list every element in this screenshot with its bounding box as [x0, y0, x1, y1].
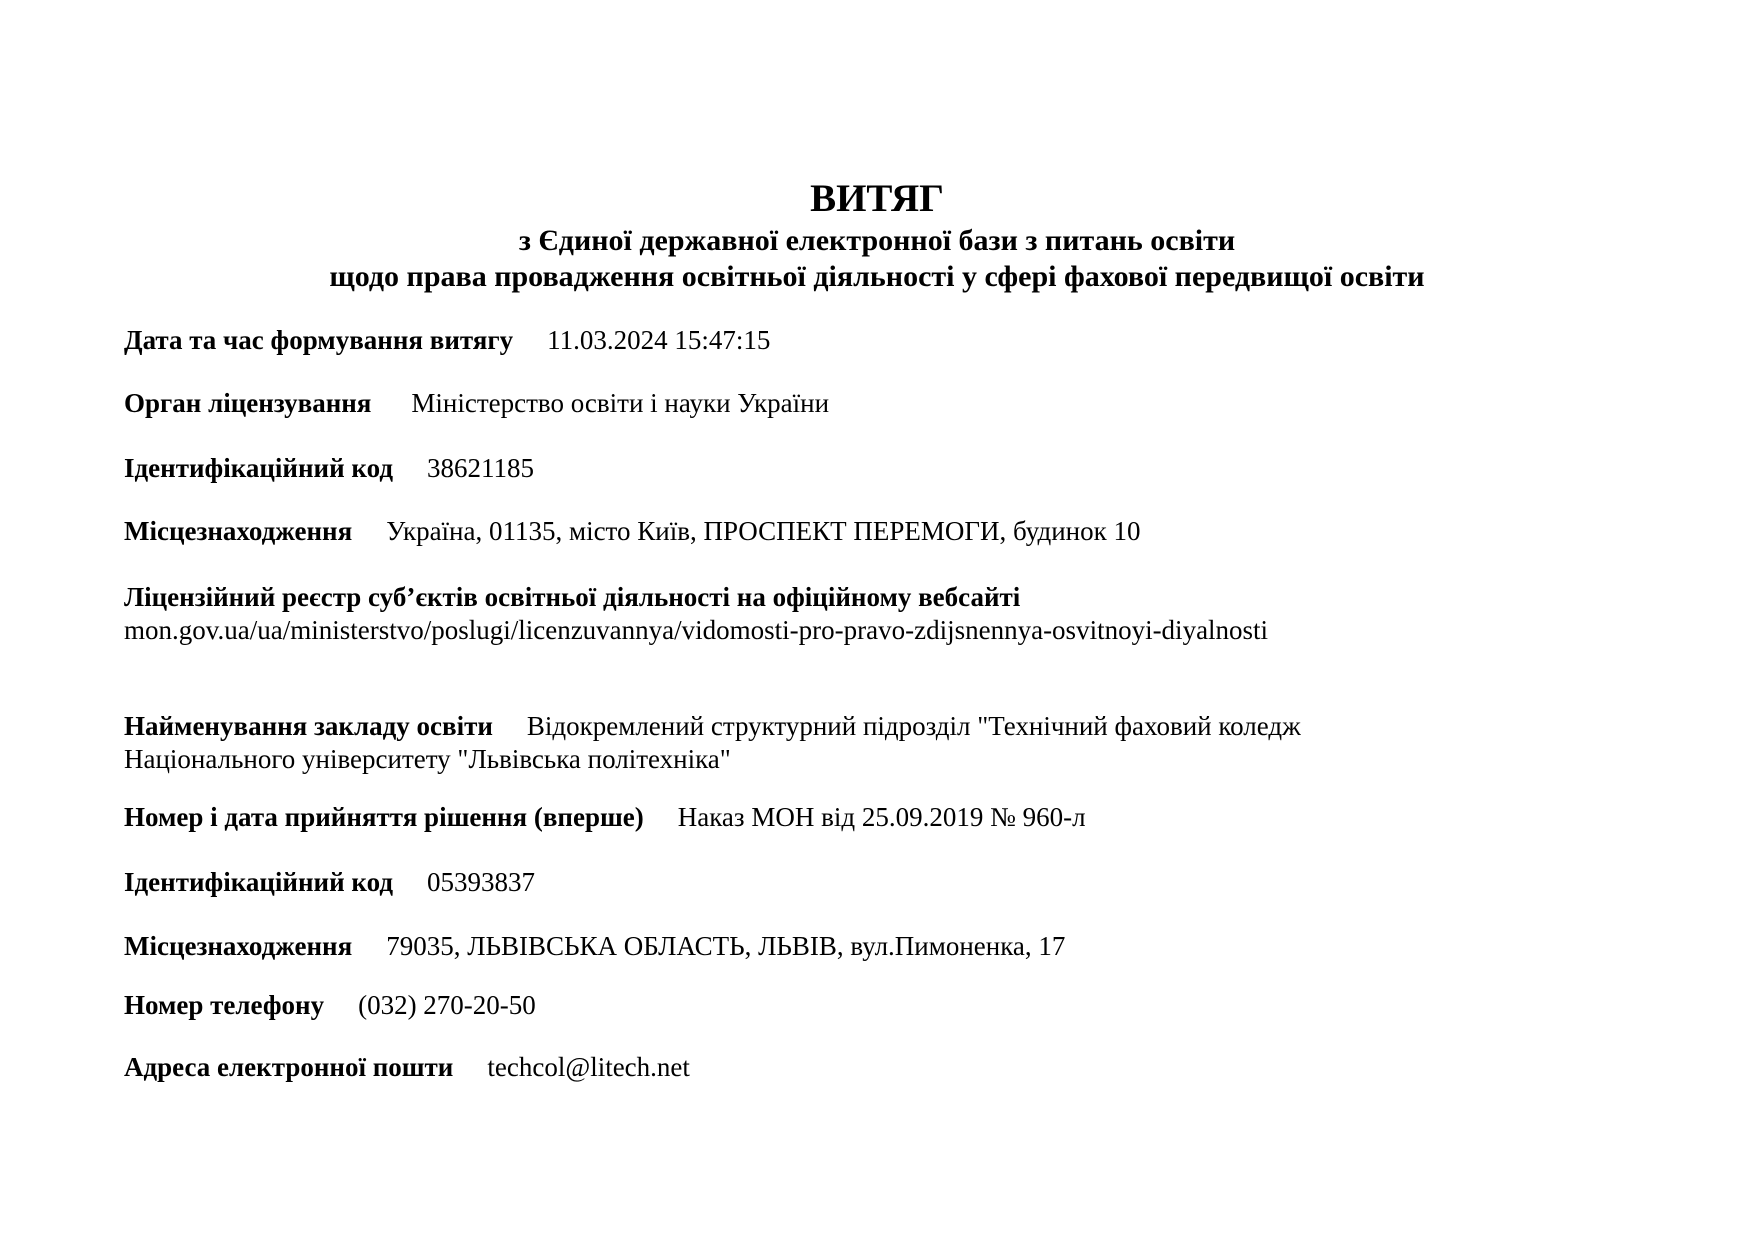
decision-value: Наказ МОН від 25.09.2019 № 960-л	[677, 802, 1086, 832]
institution-code-row	[124, 865, 535, 899]
institution-email-label: Адреса електронної пошти	[124, 1052, 454, 1082]
document-title: ВИТЯГ	[810, 177, 944, 220]
licensing-body-location-row	[124, 514, 1141, 548]
licensing-body-location-label: Місцезнаходження	[124, 516, 353, 546]
license-registry-label: Ліцензійний реєстр суб’єктів освітньої діяльності на офіційному вебсайті	[124, 582, 1021, 612]
license-registry-label-row	[124, 580, 1020, 614]
institution-name-value: Відокремлений структурний підрозділ "Технічний фаховий коледж	[526, 711, 1301, 741]
institution-name-value-line2: Національного університету "Львівська політехніка"	[124, 744, 731, 774]
license-registry-url: mon.gov.ua/ua/ministerstvo/poslugi/licenzuvannya/vidomosti-pro-pravo-zdijsnennya-osvitnoyi-diyalnosti	[124, 615, 1269, 645]
document-subtitle-line1: з Єдиної державної електронної бази з питань освіти	[518, 224, 1236, 257]
licensing-body-code-value: 38621185	[426, 453, 534, 483]
institution-location-value: 79035, ЛЬВІВСЬКА ОБЛАСТЬ, ЛЬВІВ, вул.Пимоненка, 17	[386, 931, 1066, 961]
institution-email-value: techcol@litech.net	[487, 1052, 690, 1082]
licensing-body-value: Міністерство освіти і науки України	[411, 388, 830, 418]
licensing-body-location-value: Україна, 01135, місто Київ, ПРОСПЕКТ ПЕРЕМОГИ, будинок 10	[386, 516, 1141, 546]
institution-location-label: Місцезнаходження	[124, 931, 353, 961]
institution-phone-label: Номер телефону	[124, 990, 325, 1020]
institution-name-label: Найменування закладу освіти	[124, 711, 493, 741]
document-subtitle-line2: щодо права провадження освітньої діяльності у сфері фахової передвищої освіти	[329, 260, 1425, 293]
decision-row	[124, 800, 1086, 834]
institution-phone-row	[124, 988, 536, 1022]
extract-datetime-label: Дата та час формування витягу	[124, 325, 514, 355]
institution-code-label: Ідентифікаційний код	[124, 867, 393, 897]
extract-datetime-row	[124, 323, 770, 357]
decision-label: Номер і дата прийняття рішення (вперше)	[124, 802, 644, 832]
institution-phone-value: (032) 270-20-50	[358, 990, 536, 1020]
institution-code-value: 05393837	[426, 867, 535, 897]
institution-name-row	[124, 709, 1301, 743]
licensing-body-code-label: Ідентифікаційний код	[124, 453, 393, 483]
institution-location-row	[124, 929, 1065, 963]
licensing-body-code-row	[124, 451, 534, 485]
institution-email-row	[124, 1050, 690, 1084]
licensing-body-row	[124, 386, 829, 420]
licensing-body-label: Орган ліцензування	[124, 388, 372, 418]
extract-datetime-value: 11.03.2024 15:47:15	[547, 325, 771, 355]
